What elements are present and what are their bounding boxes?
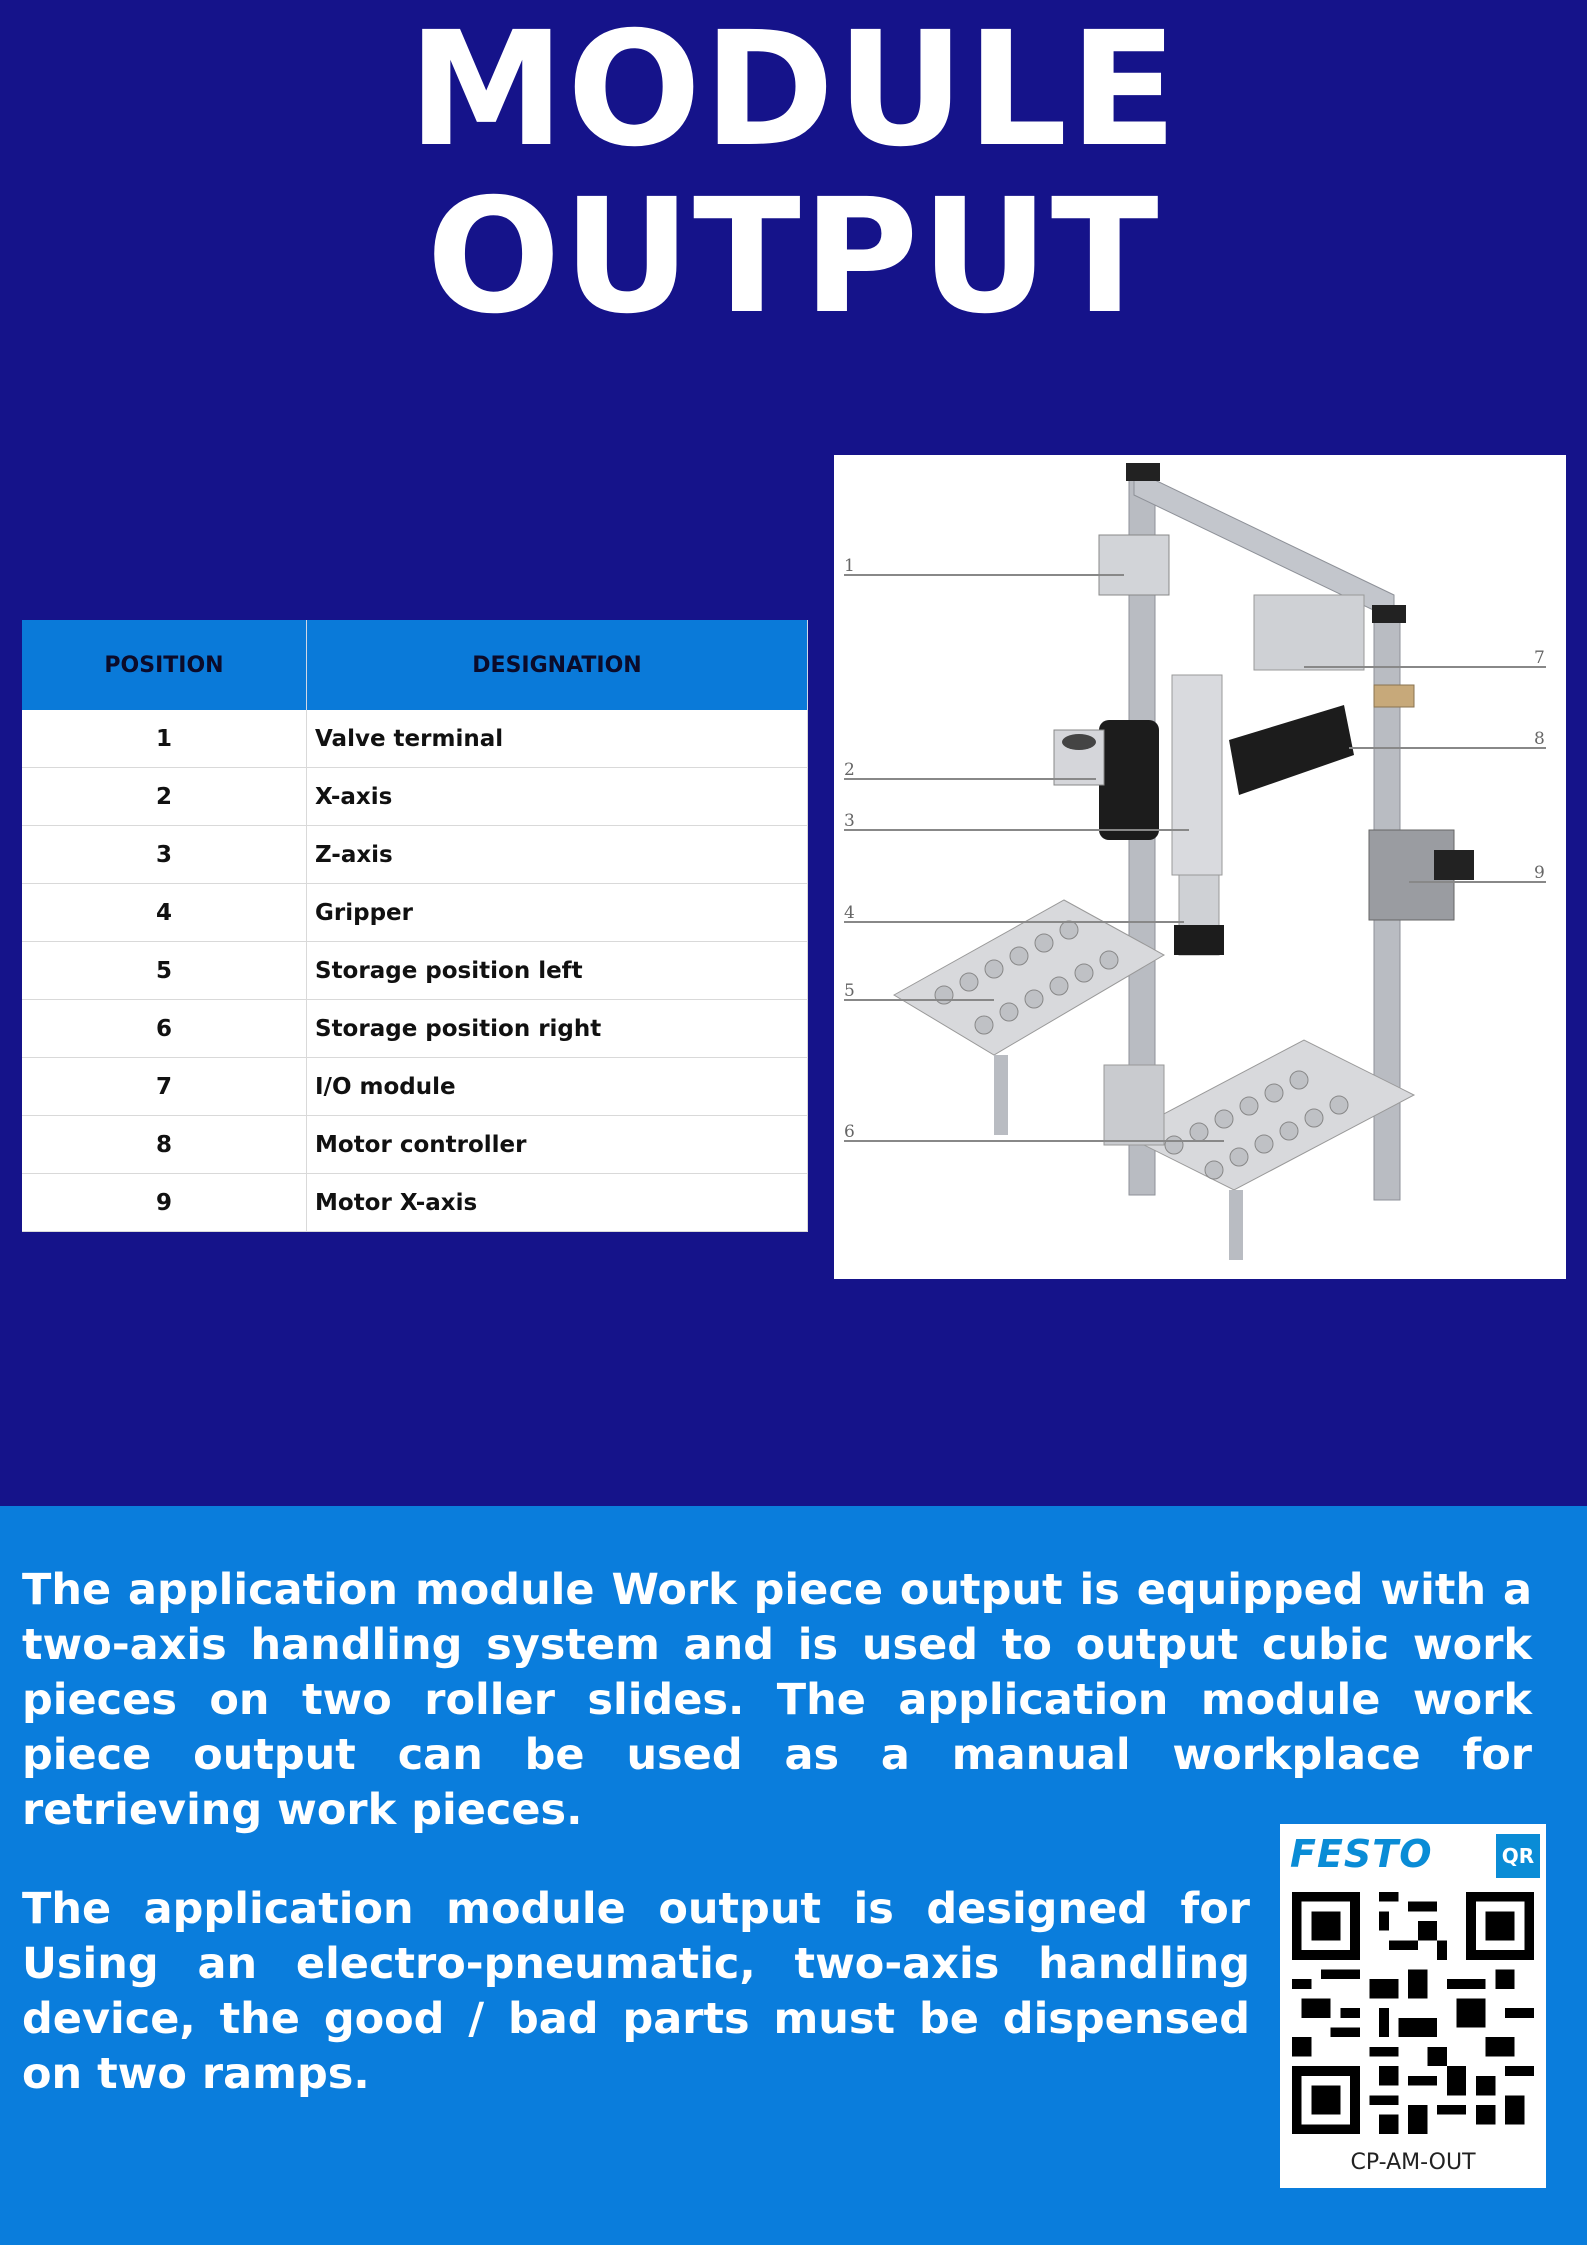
designation-cell: Z-axis — [307, 826, 808, 884]
position-cell: 5 — [22, 942, 307, 1000]
table-row — [22, 768, 808, 826]
page-title-line1: MODULE — [407, 0, 1180, 182]
designation-cell: Gripper — [307, 884, 808, 942]
designation-cell: Storage position left — [307, 942, 808, 1000]
qr-card — [1280, 1824, 1546, 2188]
table-row — [22, 826, 808, 884]
header-position: POSITION — [22, 620, 307, 710]
qr-code-icon[interactable] — [1292, 1888, 1534, 2138]
table-row — [22, 884, 808, 942]
position-cell: 3 — [22, 826, 307, 884]
callout-label: 8 — [1534, 729, 1545, 749]
callout-label: 6 — [844, 1122, 855, 1142]
page-title-line2: OUTPUT — [426, 165, 1161, 349]
header-designation: DESIGNATION — [307, 620, 808, 710]
table-row — [22, 1058, 808, 1116]
callout-label: 9 — [1534, 863, 1545, 883]
designation-cell: Motor controller — [307, 1116, 808, 1174]
module-illustration — [834, 455, 1566, 1279]
position-table — [22, 620, 808, 1232]
callout-label: 4 — [844, 903, 855, 923]
callout-label: 7 — [1534, 648, 1545, 668]
position-cell: 8 — [22, 1116, 307, 1174]
callout-label: 3 — [844, 811, 855, 831]
callout-label: 1 — [844, 556, 855, 576]
designation-cell: I/O module — [307, 1058, 808, 1116]
festo-logo: FESTO — [1290, 1832, 1433, 1876]
designation-cell: Motor X-axis — [307, 1174, 808, 1232]
table-row — [22, 1116, 808, 1174]
callout-label: 2 — [844, 760, 855, 780]
qr-tag: QR — [1496, 1834, 1540, 1878]
position-cell: 9 — [22, 1174, 307, 1232]
position-cell: 7 — [22, 1058, 307, 1116]
callout-label: 5 — [844, 981, 855, 1001]
position-cell: 4 — [22, 884, 307, 942]
designation-cell: Valve terminal — [307, 710, 808, 768]
designation-cell: X-axis — [307, 768, 808, 826]
position-cell: 1 — [22, 710, 307, 768]
machine-diagram-icon — [834, 455, 1566, 1279]
table-row — [22, 942, 808, 1000]
position-cell: 2 — [22, 768, 307, 826]
position-cell: 6 — [22, 1000, 307, 1058]
table-row — [22, 1000, 808, 1058]
qr-code-label: CP-AM-OUT — [1350, 2150, 1476, 2175]
designation-cell: Storage position right — [307, 1000, 808, 1058]
description-paragraph-1: The application module Work piece output is equipped with a two-axis handling system and is used to output cubic work pieces on two roller slides. The application module work piece output can be used as a manual workplace for retrieving work pieces. — [22, 1565, 1532, 1835]
table-header-row — [22, 620, 808, 710]
table-row — [22, 1174, 808, 1232]
table-row — [22, 710, 808, 768]
description-paragraph-2: The application module output is designed for Using an electro-pneumatic, two-axis handling device, the good / bad parts must be dispensed on two ramps. — [22, 1884, 1250, 2099]
